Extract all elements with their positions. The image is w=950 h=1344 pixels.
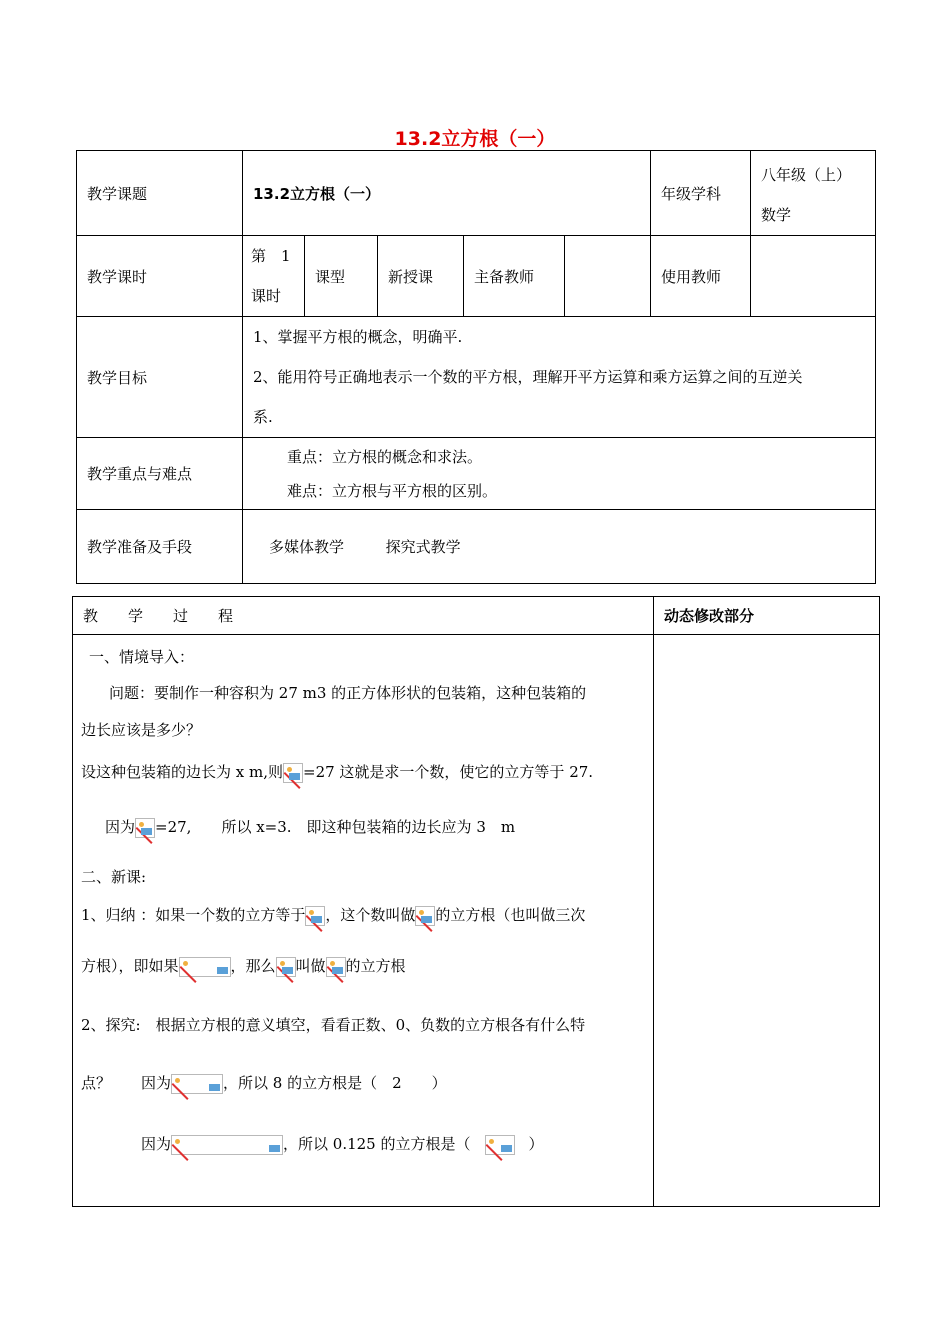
use-teacher-value (751, 236, 876, 317)
row-key-points (77, 438, 876, 510)
objectives-label: 教学目标 (77, 317, 243, 438)
explore-line-2 (81, 1053, 645, 1113)
explore-text-d: 因为 (141, 1135, 172, 1153)
formula-image-icon (485, 1135, 515, 1155)
definition-text-b: ，这个数叫做 (325, 906, 416, 924)
explore-line-3 (81, 1113, 645, 1175)
formula-image-icon (171, 1135, 283, 1155)
objective-1: 1、掌握平方根的概念，明确平. (253, 328, 463, 346)
formula-image-icon (305, 906, 325, 926)
lesson-info-table (76, 150, 876, 584)
grade-label: 年级学科 (651, 151, 751, 236)
explore-text-c: ，所以 8 的立方根是（ 2 ） (223, 1074, 447, 1092)
row-objectives (77, 317, 876, 438)
preparation-method-2: 探究式教学 (385, 538, 461, 556)
key-points-value (243, 438, 876, 510)
main-teacher-value (565, 236, 651, 317)
definition-text-a: 1、归纳 ：如果一个数的立方等于 (81, 906, 306, 924)
equation-text-b: =27 这就是求一个数，使它的立方等于 27. (303, 763, 594, 781)
definition-line-1 (81, 895, 645, 935)
topic-value: 13.2立方根（一） (243, 151, 651, 236)
period-value (243, 236, 305, 317)
period-line1: 第 1 (251, 247, 291, 265)
formula-image-icon (415, 906, 435, 926)
definition-text-f: 叫做 (295, 957, 326, 975)
formula-image-icon (135, 818, 155, 838)
objectives-value (243, 317, 876, 438)
preparation-method-1: 多媒体教学 (269, 538, 345, 556)
section-2-title: 二、新课: (81, 868, 147, 886)
answer-line (81, 795, 645, 859)
question-line-1: 问题：要制作一种容积为 27 m3 的正方体形状的包装箱，这种包装箱的 (109, 684, 587, 702)
question-line-2: 边长应该是多少？ (81, 721, 202, 739)
process-body-row (73, 635, 880, 1207)
preparation-value (243, 510, 876, 584)
formula-image-icon (276, 957, 296, 977)
grade-line2: 数学 (761, 206, 792, 224)
row-topic (77, 151, 876, 236)
explore-text-e: ，所以 0.125 的立方根是（ (283, 1135, 471, 1153)
process-header: 教 学 过 程 (73, 597, 654, 635)
page-title: 13.2立方根（一） (394, 128, 556, 150)
answer-text-a: 因为 (105, 818, 136, 836)
period-label: 教学课时 (77, 236, 243, 317)
objective-2: 2、能用符号正确地表示一个数的平方根，理解开平方运算和乘方运算之间的互逆关 (253, 368, 803, 386)
process-content (73, 635, 654, 1207)
formula-image-icon (326, 957, 346, 977)
equation-text-a: 设这种包装箱的边长为 x m,则 (81, 763, 283, 781)
objective-2-cont: 系. (253, 408, 273, 426)
type-value: 新授课 (378, 236, 464, 317)
explore-line-1: 2、探究: 根据立方根的意义填空，看看正数、0、负数的立方根各有什么特 (81, 1016, 586, 1034)
definition-line-2 (81, 935, 645, 997)
definition-text-d: 方根），即如果 (81, 957, 179, 975)
row-period (77, 236, 876, 317)
use-teacher-label: 使用教师 (651, 236, 751, 317)
grade-line1: 八年级（上） (761, 166, 852, 184)
formula-image-icon (171, 1074, 223, 1094)
definition-text-c: 的立方根（也叫做三次 (435, 906, 586, 924)
preparation-label: 教学准备及手段 (77, 510, 243, 584)
key-points-label: 教学重点与难点 (77, 438, 243, 510)
period-line2: 课时 (251, 287, 282, 305)
explore-text-f: ） (528, 1135, 544, 1153)
topic-label: 教学课题 (77, 151, 243, 236)
row-preparation (77, 510, 876, 584)
process-header-row (73, 597, 880, 635)
main-teacher-label: 主备教师 (464, 236, 565, 317)
section-1-title: 一、情境导入： (89, 648, 195, 666)
answer-text-b: =27, 所以 x=3. 即这种包装箱的边长应为 3 m (155, 818, 516, 836)
type-label: 课型 (305, 236, 378, 317)
formula-image-icon (283, 763, 303, 783)
difficult-point: 难点：立方根与平方根的区别。 (287, 481, 498, 500)
dynamic-edit-cell (654, 635, 880, 1207)
definition-text-g: 的立方根 (345, 957, 406, 975)
equation-line (81, 749, 645, 795)
explore-text-b: 点？ 因为 (81, 1074, 172, 1092)
teaching-process-table (72, 596, 880, 1207)
key-point: 重点：立方根的概念和求法。 (287, 447, 483, 466)
formula-image-icon (179, 957, 231, 977)
definition-text-e: ，那么 (230, 957, 276, 975)
grade-value (751, 151, 876, 236)
dynamic-edit-header: 动态修改部分 (654, 597, 880, 635)
